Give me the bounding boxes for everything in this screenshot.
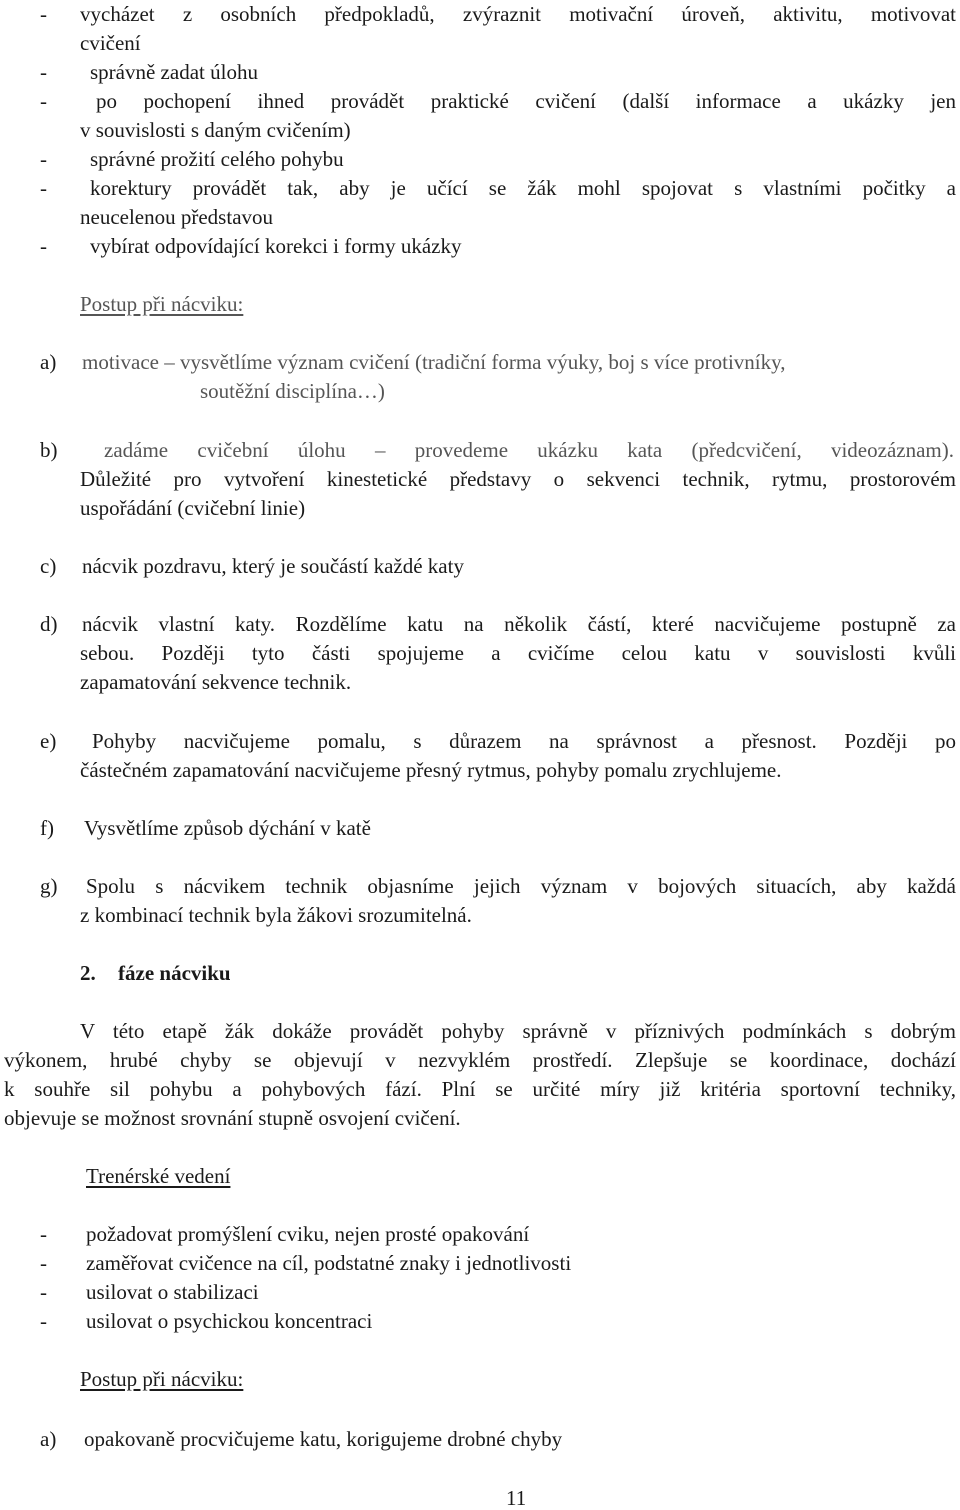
step-text-b-cont: uspořádání (cvičební linie) [80, 496, 306, 520]
list-bullet: - [40, 2, 47, 26]
list-item: po pochopení ihned provádět praktické cvičení (další informace a ukázky jen [96, 89, 956, 113]
step-text-a-cont: soutěžní disciplína…) [200, 379, 385, 403]
step-text-a: motivace – vysvětlíme význam cvičení (tradiční forma výuky, boj s více protivníky, [82, 350, 786, 374]
section-heading-postup: Postup při nácviku: [80, 292, 244, 316]
step-label-c: c) [40, 554, 57, 578]
section-heading-postup-2: Postup při nácviku: [80, 1367, 244, 1391]
step-label-a: a) [40, 1427, 57, 1451]
list-bullet: - [40, 1280, 47, 1304]
list-item-cont: v souvislosti s daným cvičením) [80, 118, 351, 142]
step-text-d-cont: sebou. Později tyto části spojujeme a cvičíme celou katu v souvislosti kvůli [80, 641, 956, 665]
list-item: usilovat o psychickou koncentraci [86, 1309, 373, 1333]
list-bullet: - [40, 89, 47, 113]
step-text-b-cont: Důležité pro vytvoření kinestetické představy o sekvenci technik, rytmu, prostorovém [80, 467, 956, 491]
step-text-c: nácvik pozdravu, který je součástí každé katy [82, 554, 464, 578]
step-text-f: Vysvětlíme způsob dýchání v katě [84, 816, 371, 840]
list-bullet: - [40, 147, 47, 171]
list-bullet: - [40, 1309, 47, 1333]
paragraph-line: objevuje se možnost srovnání stupně osvojení cvičení. [4, 1106, 461, 1130]
step-text-g-cont: z kombinací technik byla žákovi srozumitelná. [80, 903, 472, 927]
section-heading-trener: Trenérské vedení [86, 1164, 231, 1188]
list-item: vybírat odpovídající korekci i formy ukázky [90, 234, 462, 258]
list-bullet: - [40, 176, 47, 200]
list-item-cont: neucelenou představou [80, 205, 274, 229]
list-item: požadovat promýšlení cviku, nejen prosté opakování [86, 1222, 530, 1246]
step-text-d-cont: zapamatování sekvence technik. [80, 670, 352, 694]
step-label-d: d) [40, 612, 58, 636]
page-number: 11 [506, 1486, 527, 1510]
list-item: vycházet z osobních předpokladů, zvýraznit motivační úroveň, aktivitu, motivovat [80, 2, 956, 26]
list-item: korektury provádět tak, aby je učící se žák mohl spojovat s vlastními počitky a [90, 176, 956, 200]
step-label-f: f) [40, 816, 54, 840]
list-item-cont: cvičení [80, 31, 141, 55]
step-text-d: nácvik vlastní katy. Rozdělíme katu na několik částí, které nacvičujeme postupně za [82, 612, 956, 636]
step-text-g: Spolu s nácvikem technik objasníme jejich význam v bojových situacích, aby každá [86, 874, 956, 898]
step-text-b: zadáme cvičební úlohu – provedeme ukázku kata (předcvičení, videozáznam). [104, 438, 954, 462]
step-label-a: a) [40, 350, 57, 374]
phase-title: fáze nácviku [118, 961, 231, 985]
list-item: správně zadat úlohu [90, 60, 258, 84]
list-item: zaměřovat cvičence na cíl, podstatné znaky i jednotlivosti [86, 1251, 572, 1275]
list-bullet: - [40, 60, 47, 84]
list-bullet: - [40, 1251, 47, 1275]
step-label-g: g) [40, 874, 58, 898]
list-bullet: - [40, 1222, 47, 1246]
paragraph-line: k souhře sil pohybu a pohybových fází. Plní se určité míry již kritéria sportovní techniky, [4, 1077, 956, 1101]
step-text-e: Pohyby nacvičujeme pomalu, s důrazem na správnost a přesnost. Později po [92, 729, 956, 753]
phase-number: 2. [80, 961, 96, 985]
list-item: správné prožití celého pohybu [90, 147, 344, 171]
step-label-e: e) [40, 729, 57, 753]
step-text-e-cont: částečném zapamatování nacvičujeme přesný rytmus, pohyby pomalu zrychlujeme. [80, 758, 782, 782]
step-label-b: b) [40, 438, 58, 462]
list-bullet: - [40, 234, 47, 258]
paragraph-line: výkonem, hrubé chyby se objevují v nezvyklém prostředí. Zlepšuje se koordinace, dochází [4, 1048, 956, 1072]
paragraph-line: V této etapě žák dokáže provádět pohyby správně v příznivých podmínkách s dobrým [80, 1019, 956, 1043]
step-text-a: opakovaně procvičujeme katu, korigujeme drobné chyby [84, 1427, 563, 1451]
list-item: usilovat o stabilizaci [86, 1280, 259, 1304]
